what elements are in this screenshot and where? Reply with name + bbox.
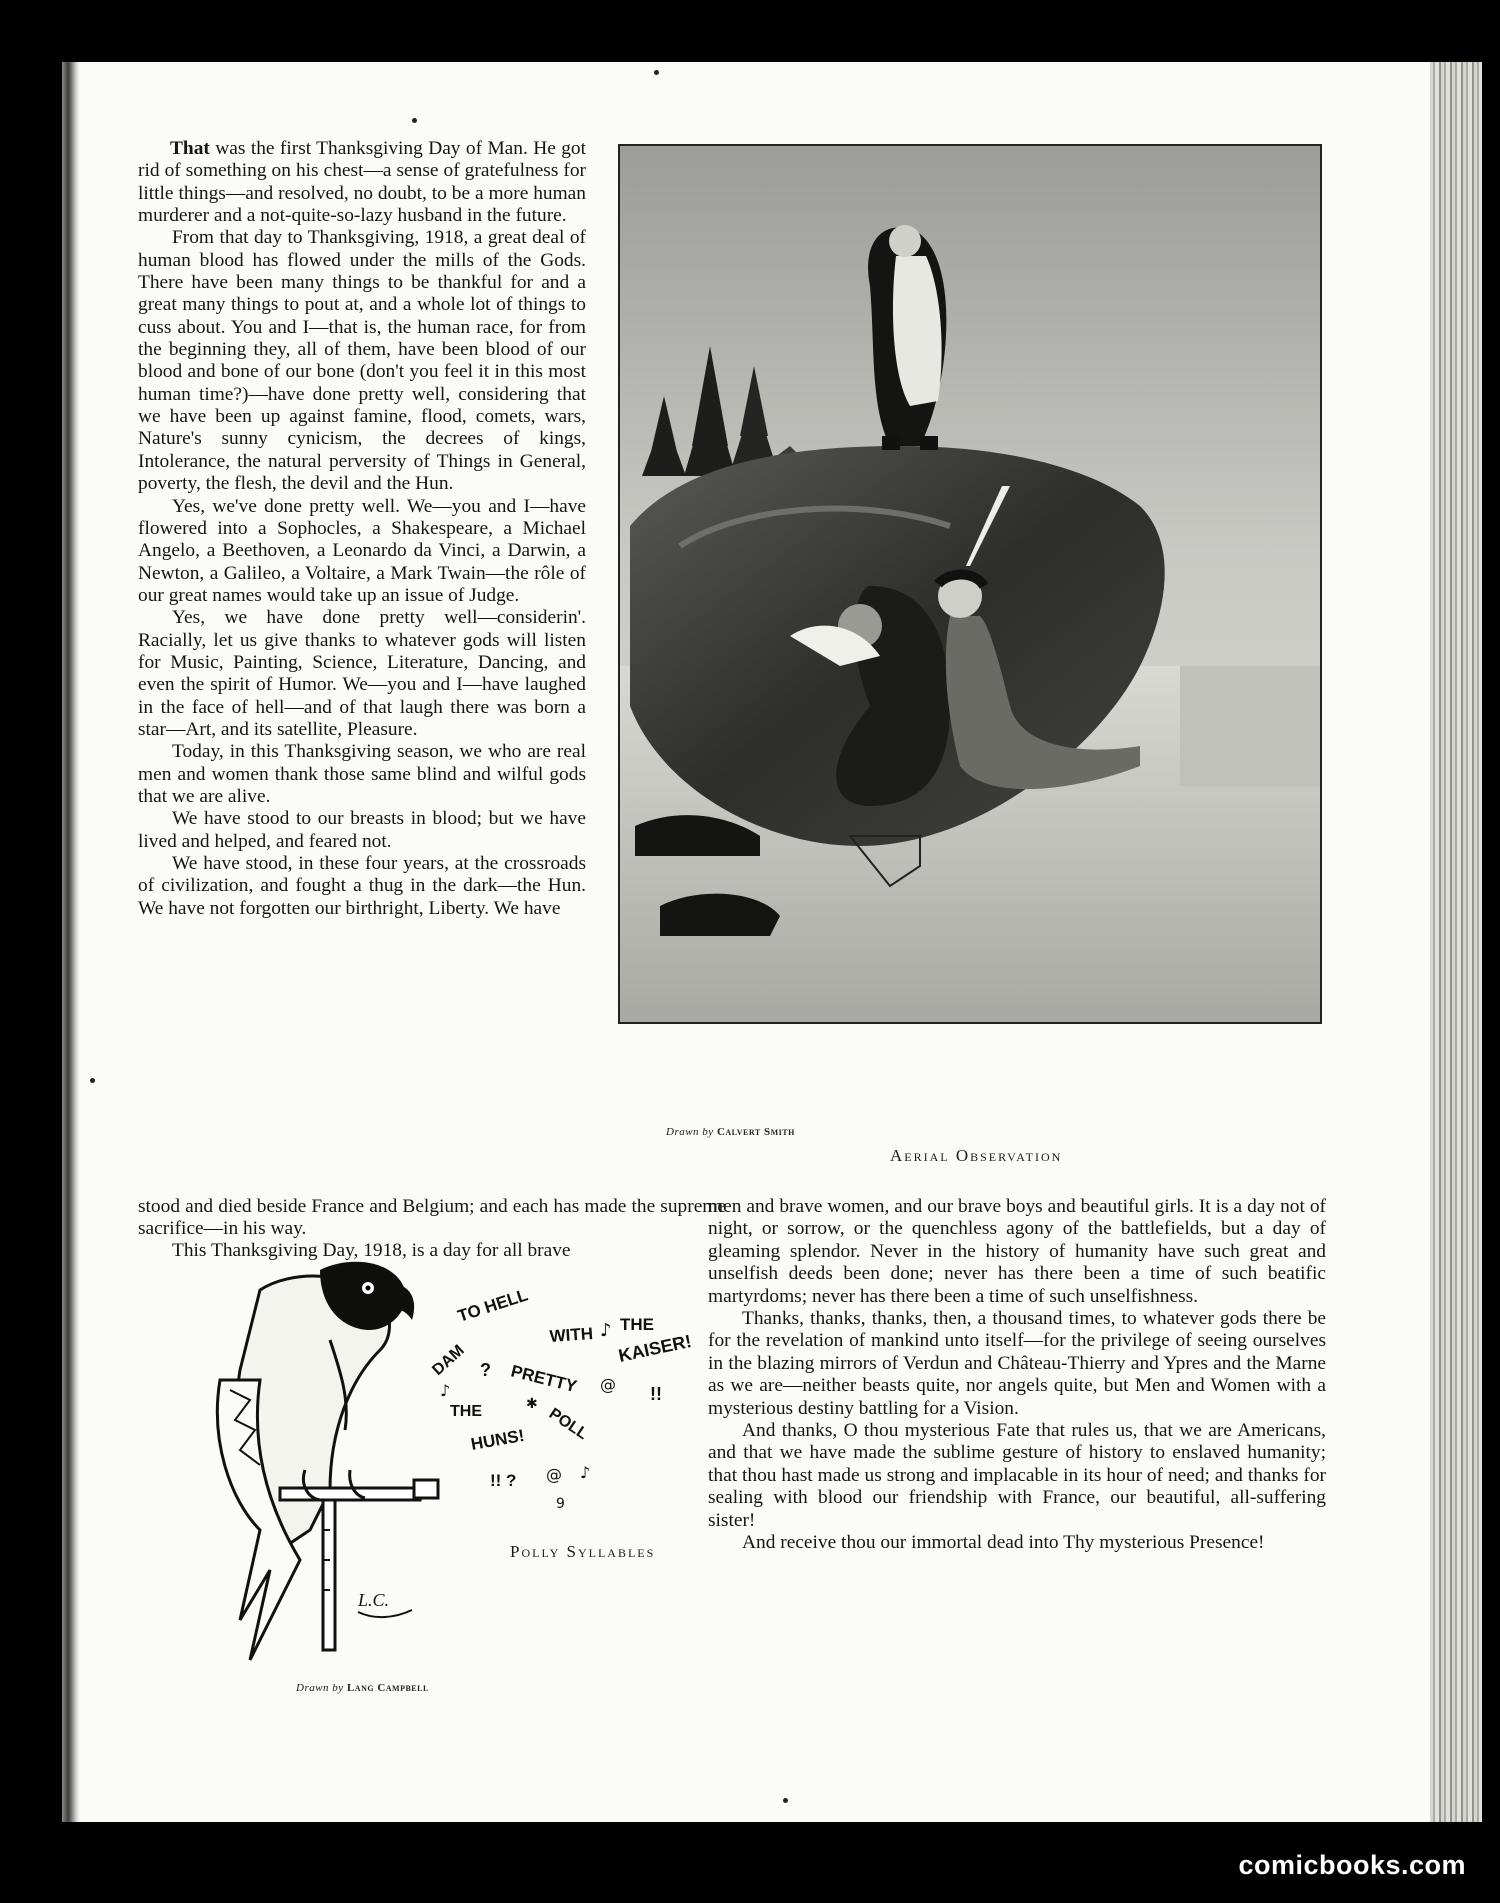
paragraph: Yes, we've done pretty well. We—you and I—have flowered into a Sophocles, a Shakespeare, a Michael Angelo, a Beethoven, a Leonardo da Vinci, a Darwin, a Newton, a Galileo, a Voltaire, a Mark Twain—the rôle of our great names would take up an issue of Judge. <box>138 495 586 606</box>
svg-text:♪: ♪ <box>440 1381 451 1400</box>
page-stack-edge-right <box>1430 62 1482 1822</box>
paragraph-wide-line-2: This Thanksgiving Day, 1918, is a day for all brave <box>172 1240 571 1261</box>
illustration-credit-2 <box>296 1682 429 1694</box>
credit-prefix: Drawn by <box>666 1126 714 1138</box>
print-speck <box>90 1078 95 1083</box>
illustration-caption-2: Polly Syllables <box>510 1542 656 1561</box>
paragraph: We have stood to our breasts in blood; but we have lived and helped, and feared not. <box>138 808 586 852</box>
illustration-polly-syllables <box>180 1230 694 1660</box>
speech-the-2: THE <box>450 1403 482 1420</box>
credit-artist: Lang Campbell <box>346 1682 429 1694</box>
speech-question: ? <box>480 1360 491 1380</box>
svg-text:♪: ♪ <box>600 1320 612 1341</box>
parrot-drawing <box>180 1230 694 1660</box>
speech-poll: POLL <box>545 1405 591 1444</box>
print-speck <box>654 70 659 75</box>
credit-artist: Calvert Smith <box>716 1126 795 1138</box>
svg-text:@: @ <box>600 1375 616 1394</box>
paragraph: From that day to Thanksgiving, 1918, a great deal of human blood has flowed under the mills of the Gods. There have been many things to be thankful for and a great many things to pout at, and a whole lot of things to cuss about. You and I—that is, the human race, for from the beginning they, all of them, have been blood of our blood and bone of our bone (don't you feel it in this most human time?)—have done pretty well, considering that we have been up against famine, flood, comets, wars, Nature's sunny cynicism, the decrees of kings, Intolerance, the natural perversity of Things in General, poverty, the flesh, the devil and the Hun. <box>138 227 586 495</box>
paragraph-text: was the first Thanksgiving Day of Man. He got rid of something on his chest—a sense of gratefulness for little things—and resolved, no doubt, to be a more human murderer and a not-quite-so-lazy husband in the future. <box>138 138 586 227</box>
svg-text:@: @ <box>546 1465 562 1484</box>
credit-prefix: Drawn by <box>296 1682 344 1694</box>
illustration-aerial-observation <box>618 144 1322 1024</box>
speech-huns: HUNS! <box>469 1425 526 1454</box>
speech-kaiser: KAISER! <box>616 1330 694 1366</box>
binding-edge-left <box>62 62 80 1822</box>
speech-dam: DAM <box>429 1341 468 1379</box>
article-right-column <box>708 1196 1326 1555</box>
paragraph: Thanks, thanks, thanks, then, a thousand times, to whatever gods there be for the revelation of mankind unto itself—for the privilege of seeing ourselves in the blazing mirrors of Verdun and Château-Thierry and Ypres and the Marne as we are—neither beasts quite, nor angels quite, but Men and Women with a mysterious destiny battling for a Vision. <box>708 1308 1326 1419</box>
illustration-credit-1 <box>666 1126 795 1138</box>
speech-the: THE <box>620 1315 654 1334</box>
paragraph: And thanks, O thou mysterious Fate that rules us, that we are Americans, and that we have made the sublime gesture of history to enslaved humanity; that thou hast made us strong and implacable in its hour of need; and thanks for sealing with blood our friendship with France, our beautiful, all-suffering sister! <box>708 1420 1326 1531</box>
svg-text:✱: ✱ <box>526 1396 538 1412</box>
illustration-drawing <box>620 146 1320 1022</box>
paragraph-wide-line: stood and died beside France and Belgium; and each has made the supreme sacrifice—in his way. <box>138 1196 726 1240</box>
paragraph: We have stood, in these four years, at the crossroads of civilization, and fought a thug in the dark—the Hun. We have not forgotten our birthright, Liberty. We have <box>138 853 586 919</box>
site-watermark: comicbooks.com <box>1238 1850 1466 1880</box>
artist-signature: L.C. <box>358 1590 390 1610</box>
print-speck <box>412 118 417 123</box>
speech-to-hell: TO HELL <box>455 1285 531 1326</box>
paragraph: Today, in this Thanksgiving season, we who are real men and women thank those same blind and wilful gods that we are alive. <box>138 741 586 807</box>
speech-pretty: PRETTY <box>509 1361 579 1397</box>
svg-text:♪: ♪ <box>580 1463 591 1482</box>
print-speck <box>783 1798 788 1803</box>
speech-with: WITH <box>548 1324 594 1346</box>
speech-bangs-2: !! ? <box>490 1471 517 1490</box>
paragraph: men and brave women, and our brave boys and beautiful girls. It is a day not of night, or sorrow, or the quenchless agony of the battlefields, but a day of gleaming splendor. Never in the history of humanity have such great and unselfish deeds been done; never has there been a time of such beatific martyrdoms; never has there been a time of such unselfishness. <box>708 1196 1326 1307</box>
paragraph: Yes, we have done pretty well—considerin'. Racially, let us give thanks to whatever gods will listen for Music, Painting, Science, Literature, Dancing, and even the spirit of Humor. We—you and I—have laughed in the face of hell—and of that laugh there was born a star—Art, and its satellite, Pleasure. <box>138 607 586 740</box>
paragraph: And receive thou our immortal dead into Thy mysterious Presence! <box>742 1532 1265 1554</box>
article-left-column <box>138 138 586 920</box>
svg-text:9: 9 <box>556 1496 565 1512</box>
illustration-caption-1: Aerial Observation <box>890 1146 1063 1165</box>
lead-word: That <box>170 138 210 159</box>
speech-bangs: !! <box>650 1384 662 1404</box>
paragraph <box>138 138 586 227</box>
